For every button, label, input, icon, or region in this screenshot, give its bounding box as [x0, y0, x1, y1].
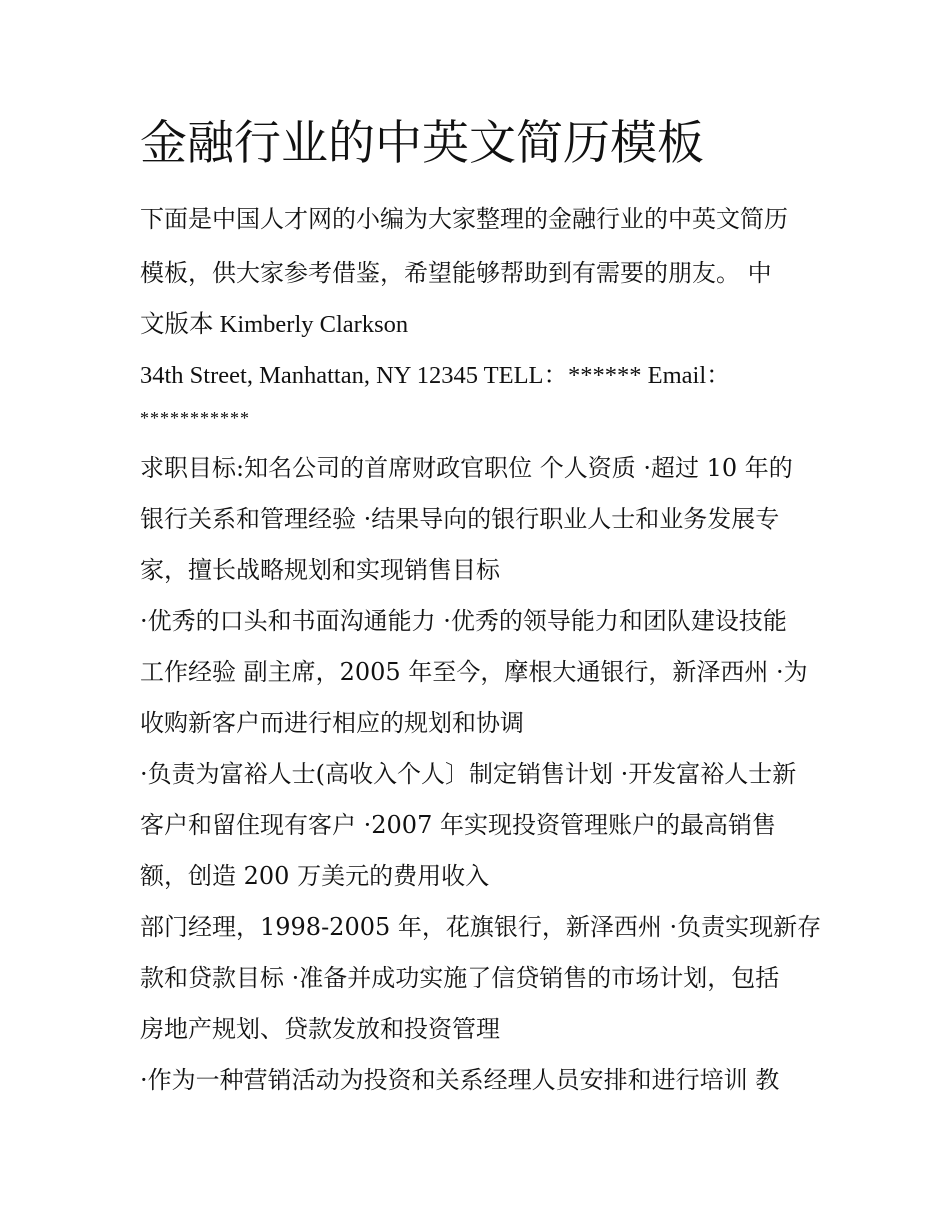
body-line: 文版本 Kimberly Clarkson	[140, 311, 409, 338]
body-line: 家，擅长战略规划和实现销售目标	[140, 556, 500, 584]
body-line: ·作为一种营销活动为投资和关系经理人员安排和进行培训 教	[140, 1066, 780, 1094]
body-line: 银行关系和管理经验 ·结果导向的银行职业人士和业务发展专	[140, 505, 780, 533]
body-line: 工作经验 副主席，2005 年至今，摩根大通银行，新泽西州 ·为	[140, 658, 808, 686]
body-line: 求职目标:知名公司的首席财政官职位 个人资质 ·超过 10 年的	[140, 454, 793, 482]
body-line: 客户和留住现有客户 ·2007 年实现投资管理账户的最高销售	[140, 811, 776, 839]
body-line: 额，创造 200 万美元的费用收入	[140, 862, 490, 890]
email-masked-line: ***********	[140, 408, 250, 428]
body-line: 模板，供大家参考借鉴，希望能够帮助到有需要的朋友。 中	[140, 259, 772, 287]
body-line: ·负责为富裕人士(高收入个人〕制定销售计划 ·开发富裕人士新	[140, 760, 797, 788]
body-line: 款和贷款目标 ·准备并成功实施了信贷销售的市场计划，包括	[140, 964, 780, 992]
contact-line: 34th Street, Manhattan, NY 12345 TELL：****** Email：	[140, 362, 731, 389]
body-line: 收购新客户而进行相应的规划和协调	[140, 709, 524, 737]
body-line: ·优秀的口头和书面沟通能力 ·优秀的领导能力和团队建设技能	[140, 607, 787, 635]
body-line: 下面是中国人才网的小编为大家整理的金融行业的中英文简历	[140, 205, 788, 233]
body-line: 部门经理，1998-2005 年，花旗银行，新泽西州 ·负责实现新存	[140, 913, 822, 941]
document-title: 金融行业的中英文简历模板	[140, 116, 704, 171]
body-line: 房地产规划、贷款发放和投资管理	[140, 1015, 500, 1043]
